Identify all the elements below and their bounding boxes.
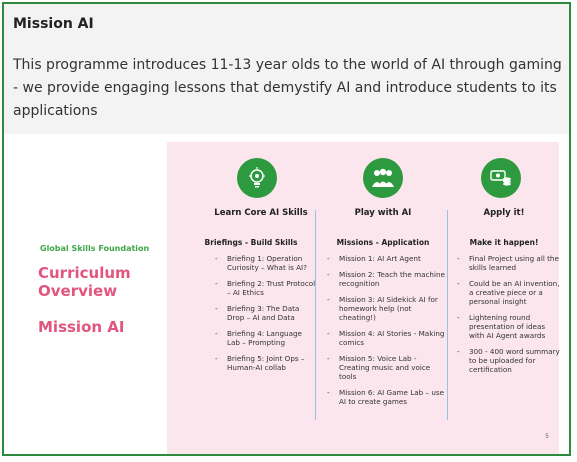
list-item: - Lightening round presentation of ideas with AI Agent awards <box>451 313 561 340</box>
money-coins-icon <box>481 158 521 198</box>
column-subtitle: Make it happen! <box>469 238 539 247</box>
column-title: Apply it! <box>483 208 525 218</box>
column-title: Play with AI <box>354 208 412 218</box>
column-list <box>209 254 317 379</box>
slide-page-number: 5 <box>545 433 549 440</box>
list-item: - Briefing 5: Joint Ops – Human-AI collab <box>209 354 317 372</box>
list-item: - Mission 2: Teach the machine recognition <box>321 270 449 288</box>
list-item: - Briefing 2: Trust Protocol – AI Ethics <box>209 279 317 297</box>
list-item: - Mission 6: AI Game Lab – use AI to create games <box>321 388 449 406</box>
list-item: - Mission 4: AI Stories - Making comics <box>321 329 449 347</box>
list-item: - Mission 5: Voice Lab - Creating music and voice tools <box>321 354 449 381</box>
column-list <box>321 254 449 413</box>
card-header <box>4 4 569 134</box>
column-apply <box>449 142 559 454</box>
lightbulb-gear-icon <box>237 158 277 198</box>
column-list <box>451 254 561 381</box>
list-item: - Briefing 4: Language Lab – Prompting <box>209 329 317 347</box>
group-icon <box>363 158 403 198</box>
column-title: Learn Core AI Skills <box>214 208 308 218</box>
list-item: - Briefing 3: The Data Drop – AI and Data <box>209 304 317 322</box>
curriculum-title: Curriculum Overview <box>38 264 131 300</box>
mission-ai-card <box>2 2 571 456</box>
curriculum-slide-image <box>14 142 559 454</box>
list-item: - Briefing 1: Operation Curiosity – What is AI? <box>209 254 317 272</box>
column-subtitle: Briefings - Build Skills <box>204 238 298 247</box>
mission-title: Mission AI <box>38 318 125 336</box>
column-subtitle: Missions - Application <box>336 238 430 247</box>
column-learn <box>204 142 316 454</box>
list-item: - Final Project using all the skills learned <box>451 254 561 272</box>
list-item: - Mission 1: AI Art Agent <box>321 254 449 263</box>
slide-right-panel <box>167 142 559 454</box>
card-description: This programme introduces 11-13 year olds to the world of AI through gaming - we provide engaging lessons that demystify AI and introduce students to its applications <box>13 57 562 119</box>
slide-left-panel <box>14 142 166 454</box>
card-title: Mission AI <box>13 16 94 32</box>
list-item: - Could be an AI invention, a creative piece or a personal insight <box>451 279 561 306</box>
list-item: - 300 - 400 word summary to be uploaded for certification <box>451 347 561 374</box>
column-play <box>319 142 447 454</box>
org-name: Global Skills Foundation <box>40 244 150 253</box>
list-item: - Mission 3: AI Sidekick AI for homework help (not cheating!) <box>321 295 449 322</box>
